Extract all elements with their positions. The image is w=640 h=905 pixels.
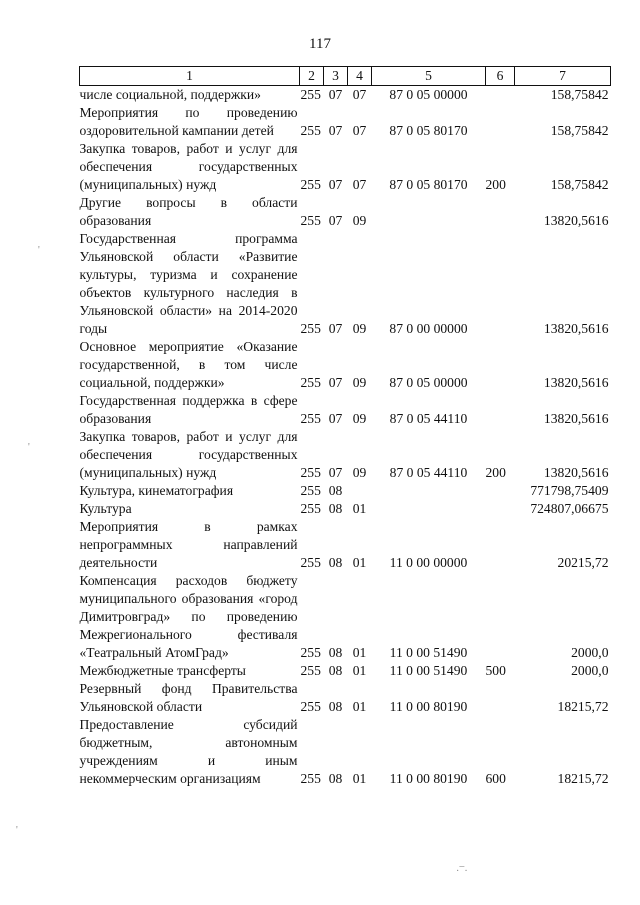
- column-header: 6: [486, 67, 515, 86]
- section-code: 07: [328, 87, 343, 102]
- target-article-code: 87 0 00 00000: [389, 321, 468, 336]
- row-name: Основное мероприятие «Оказание государственной, в том числе социальной, поддержки»: [79, 339, 298, 390]
- table-row: [80, 194, 611, 230]
- expense-type-code: 200: [485, 177, 506, 192]
- admin-code: 255: [300, 321, 321, 336]
- target-article-code: 11 0 00 80190: [389, 699, 468, 714]
- subsection-code: 09: [352, 375, 367, 390]
- amount: 2000,0: [571, 663, 609, 678]
- table-row: [80, 104, 611, 140]
- subsection-code: 01: [352, 663, 367, 678]
- amount: 13820,5616: [543, 411, 609, 426]
- expense-type-code: [486, 518, 515, 572]
- target-article-code: 87 0 05 80170: [389, 123, 468, 138]
- admin-code: 255: [300, 483, 321, 498]
- amount: 158,75842: [550, 177, 609, 192]
- admin-code: 255: [300, 375, 321, 390]
- admin-code: 255: [300, 501, 321, 516]
- scan-mark: · ̅ ·: [456, 866, 468, 877]
- section-code: 07: [328, 321, 343, 336]
- target-article-code: 87 0 05 00000: [389, 87, 468, 102]
- section-code: 08: [328, 771, 343, 786]
- section-code: 07: [328, 465, 343, 480]
- subsection-code: 09: [352, 411, 367, 426]
- subsection-code: 07: [352, 177, 367, 192]
- table-row: [80, 500, 611, 518]
- amount: 771798,75409: [530, 483, 609, 498]
- table-row: [80, 518, 611, 572]
- admin-code: 255: [300, 123, 321, 138]
- section-code: 08: [328, 555, 343, 570]
- subsection-code: [348, 482, 372, 500]
- target-article-code: [372, 194, 486, 230]
- expense-type-code: [486, 338, 515, 392]
- scan-mark: ': [28, 442, 30, 453]
- expense-type-code: [486, 680, 515, 716]
- row-name: Культура, кинематография: [79, 483, 234, 498]
- expense-type-code: 600: [485, 771, 506, 786]
- row-name: Предоставление субсидий бюджетным, автономным учреждениям и иным некоммерческим организациям: [79, 717, 298, 786]
- admin-code: 255: [300, 663, 321, 678]
- budget-table: [79, 66, 611, 788]
- admin-code: 255: [300, 699, 321, 714]
- row-name: числе социальной, поддержки»: [79, 87, 261, 102]
- section-code: 07: [328, 177, 343, 192]
- expense-type-code: 500: [485, 663, 506, 678]
- section-code: 08: [328, 663, 343, 678]
- subsection-code: 01: [352, 771, 367, 786]
- subsection-code: 01: [352, 501, 367, 516]
- expense-type-code: [486, 86, 515, 105]
- subsection-code: 07: [352, 87, 367, 102]
- expense-type-code: 200: [485, 465, 506, 480]
- column-header: 3: [324, 67, 348, 86]
- expense-type-code: [486, 500, 515, 518]
- amount: 13820,5616: [543, 213, 609, 228]
- row-name: Резервный фонд Правительства Ульяновской области: [79, 681, 298, 714]
- amount: 20215,72: [557, 555, 609, 570]
- amount: 724807,06675: [530, 501, 609, 516]
- admin-code: 255: [300, 645, 321, 660]
- scan-mark: ': [16, 825, 18, 836]
- section-code: 08: [328, 645, 343, 660]
- subsection-code: 01: [352, 645, 367, 660]
- table-row: [80, 716, 611, 788]
- table-row: [80, 482, 611, 500]
- row-name: Государственная поддержка в сфере образования: [79, 393, 298, 426]
- section-code: 07: [328, 213, 343, 228]
- table-row: [80, 662, 611, 680]
- table-row: [80, 392, 611, 428]
- target-article-code: 11 0 00 51490: [389, 663, 468, 678]
- section-code: 07: [328, 375, 343, 390]
- amount: 13820,5616: [543, 465, 609, 480]
- amount: 18215,72: [557, 771, 609, 786]
- target-article-code: 87 0 05 44110: [389, 465, 468, 480]
- admin-code: 255: [300, 555, 321, 570]
- subsection-code: 07: [352, 123, 367, 138]
- page-number: 117: [309, 36, 331, 52]
- target-article-code: 11 0 00 51490: [389, 645, 468, 660]
- amount: 13820,5616: [543, 375, 609, 390]
- target-article-code: 11 0 00 00000: [389, 555, 468, 570]
- row-name: Культура: [79, 501, 132, 516]
- table-row: [80, 680, 611, 716]
- section-code: 08: [328, 699, 343, 714]
- row-name: Другие вопросы в области образования: [79, 195, 298, 228]
- section-code: 08: [328, 483, 343, 498]
- section-code: 08: [328, 501, 343, 516]
- row-name: Закупка товаров, работ и услуг для обеспечения государственных (муниципальных) нужд: [79, 429, 298, 480]
- target-article-code: 87 0 05 80170: [389, 177, 468, 192]
- row-name: Государственная программа Ульяновской области «Развитие культуры, туризма и сохранение объектов культурного наследия в Ульяновской области» на 2014-2020 годы: [79, 231, 298, 336]
- table-row: [80, 572, 611, 662]
- table-row: [80, 86, 611, 105]
- subsection-code: 09: [352, 321, 367, 336]
- table-row: [80, 140, 611, 194]
- amount: 18215,72: [557, 699, 609, 714]
- admin-code: 255: [300, 411, 321, 426]
- admin-code: 255: [300, 771, 321, 786]
- row-name: Закупка товаров, работ и услуг для обеспечения государственных (муниципальных) нужд: [79, 141, 298, 192]
- column-header: 7: [515, 67, 611, 86]
- expense-type-code: [486, 104, 515, 140]
- amount: 2000,0: [571, 645, 609, 660]
- admin-code: 255: [300, 465, 321, 480]
- column-header-row: [80, 67, 611, 86]
- column-header: 5: [372, 67, 486, 86]
- admin-code: 255: [300, 213, 321, 228]
- subsection-code: 09: [352, 465, 367, 480]
- expense-type-code: [486, 194, 515, 230]
- amount: 158,75842: [550, 87, 609, 102]
- subsection-code: 01: [352, 699, 367, 714]
- table-row: [80, 230, 611, 338]
- table-row: [80, 338, 611, 392]
- target-article-code: [372, 500, 486, 518]
- table-row: [80, 428, 611, 482]
- target-article-code: 87 0 05 00000: [389, 375, 468, 390]
- target-article-code: 87 0 05 44110: [389, 411, 468, 426]
- subsection-code: 01: [352, 555, 367, 570]
- column-header: 4: [348, 67, 372, 86]
- row-name: Мероприятия по проведению оздоровительной кампании детей: [79, 105, 298, 138]
- expense-type-code: [486, 572, 515, 662]
- amount: 13820,5616: [543, 321, 609, 336]
- row-name: Компенсация расходов бюджету муниципального образования «город Димитровград» по проведению Межрегионального фестиваля «Театральный АтомГрад»: [79, 573, 298, 660]
- expense-type-code: [486, 392, 515, 428]
- column-header: 2: [300, 67, 324, 86]
- scan-mark: ': [38, 245, 40, 256]
- admin-code: 255: [300, 177, 321, 192]
- target-article-code: 11 0 00 80190: [389, 771, 468, 786]
- section-code: 07: [328, 411, 343, 426]
- row-name: Мероприятия в рамках непрограммных направлений деятельности: [79, 519, 298, 570]
- column-header: 1: [80, 67, 300, 86]
- section-code: 07: [328, 123, 343, 138]
- target-article-code: [372, 482, 486, 500]
- admin-code: 255: [300, 87, 321, 102]
- row-name: Межбюджетные трансферты: [79, 663, 246, 678]
- amount: 158,75842: [550, 123, 609, 138]
- expense-type-code: [486, 230, 515, 338]
- subsection-code: 09: [352, 213, 367, 228]
- expense-type-code: [486, 482, 515, 500]
